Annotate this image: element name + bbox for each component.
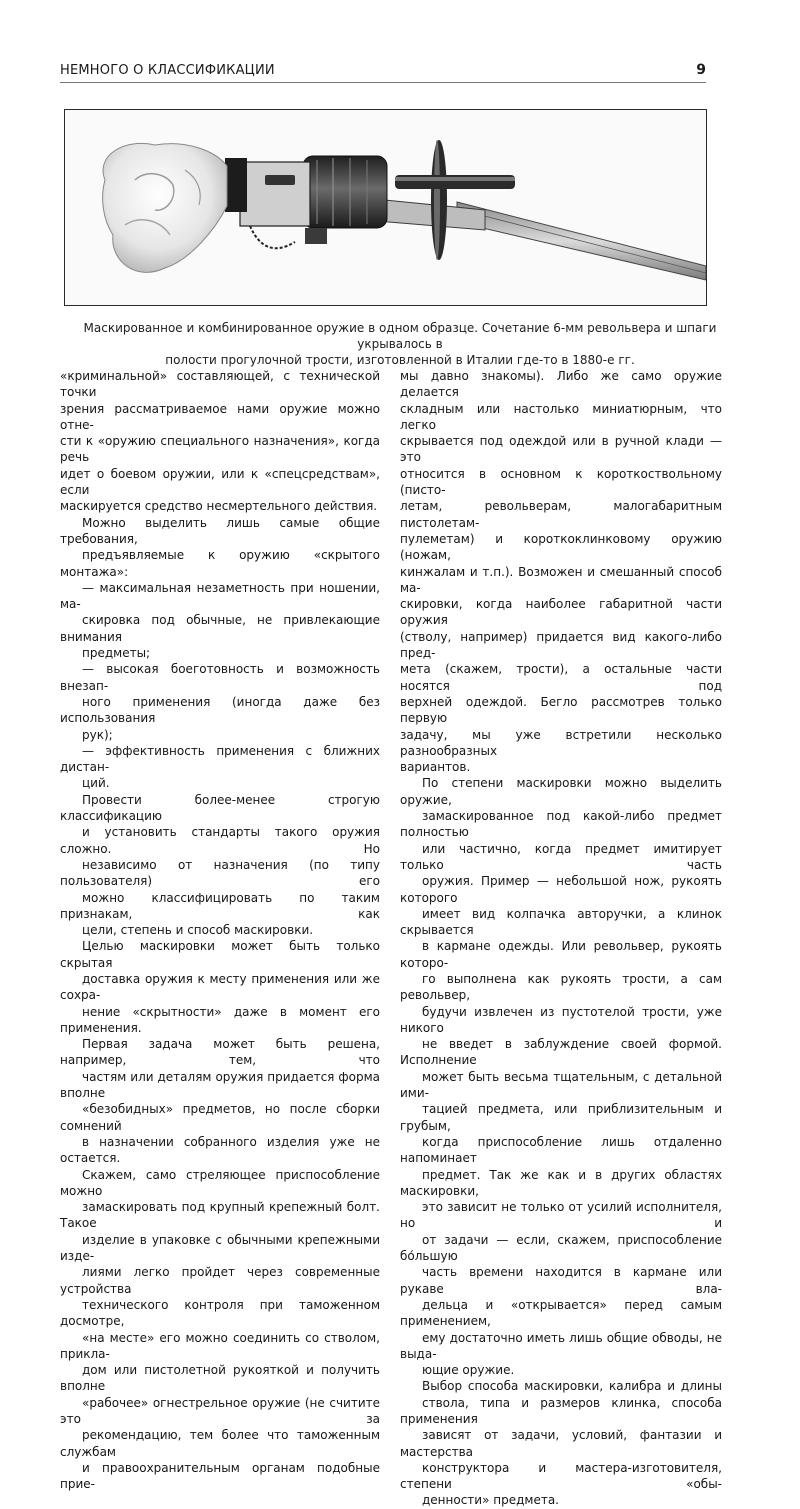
figure-caption xyxy=(60,320,740,368)
text-line: от задачи — если, скажем, приспособление бо́льшую xyxy=(400,1232,722,1264)
chapter-title: НЕМНОГО О КЛАССИФИКАЦИИ xyxy=(60,63,275,78)
paragraph xyxy=(400,1378,722,1508)
text-line: это зависит не только от усилий исполнителя, но и xyxy=(400,1200,722,1231)
text-line: предъявляемые к оружию «скрытого монтажа»: xyxy=(60,548,380,579)
text-line: в назначении собранного изделия уже не остается. xyxy=(60,1134,380,1166)
text-line: «безобидных» предметов, но после сборки сомнений xyxy=(60,1102,380,1133)
text-line: лиями легко пройдет через современные устройства xyxy=(60,1265,380,1296)
text-line: в кармане одежды. Или револьвер, рукоять которо- xyxy=(400,939,722,970)
text-line: может быть весьма тщательным, с детальной ими- xyxy=(400,1069,722,1101)
text-line: оружия. Пример — небольшой нож, рукоять которого xyxy=(400,874,722,905)
ivory-handle xyxy=(103,143,227,272)
text-line: ему достаточно иметь лишь общие обводы, не выда- xyxy=(400,1330,722,1361)
cane-revolver-illustration xyxy=(65,110,706,305)
text-line: ций. xyxy=(82,776,110,791)
text-line: рук); xyxy=(82,727,113,742)
text-line: нение «скрытности» даже в момент его применения. xyxy=(60,1004,380,1035)
text-line: мета (скажем, трости), а остальные части носятся под xyxy=(400,662,722,693)
text-line: «криминальной» составляющей, с технической точки xyxy=(60,369,380,400)
text-line: предметы; xyxy=(82,646,151,661)
text-line: (стволу, например) придается вид какого-либо пред- xyxy=(400,629,722,661)
text-line: «на месте» его можно соединить со стволом, прикла- xyxy=(60,1330,380,1361)
text-line: или частично, когда предмет имитирует только часть xyxy=(400,841,722,872)
text-line: цели, степень и способ маскировки. xyxy=(82,923,314,938)
header-divider xyxy=(60,82,706,83)
text-line: не введет в заблуждение своей формой. Исполнение xyxy=(400,1037,722,1068)
paragraph xyxy=(60,938,380,1492)
paragraph xyxy=(60,515,380,580)
text-line: Скажем, само стреляющее приспособление можно xyxy=(60,1167,380,1198)
text-line: часть времени находится в кармане или рукаве вла- xyxy=(400,1265,722,1296)
text-line: конструктора и мастера-изготовителя, степени «обы- xyxy=(400,1460,722,1492)
text-column-left xyxy=(60,368,380,1492)
sword-blade xyxy=(457,202,706,280)
text-line: вариантов. xyxy=(400,760,471,775)
text-line: задачу, мы уже встретили несколько разнообразных xyxy=(400,727,722,758)
text-line: «рабочее» огнестрельное оружие (не считите это за xyxy=(60,1395,380,1426)
text-line: зрения рассматриваемое нами оружие можно отне- xyxy=(60,401,380,432)
text-line: Первая задача может быть решена, например, тем, что xyxy=(60,1037,380,1068)
text-line: технического контроля при таможенном досмотре, xyxy=(60,1297,380,1329)
text-line: Выбор способа маскировки, калибра и длины xyxy=(422,1379,722,1394)
text-line: частям или деталям оружия придается форма вполне xyxy=(60,1069,380,1101)
running-header xyxy=(60,60,706,82)
text-line: идет о боевом оружии, или к «спецсредствам», если xyxy=(60,466,380,498)
text-line: имеет вид колпачка авторучки, а клинок скрывается xyxy=(400,906,722,938)
paragraph xyxy=(60,743,380,792)
text-line: скировки, когда наиболее габаритной части оружия xyxy=(400,597,722,628)
text-line: скировка под обычные, не привлекающие внимания xyxy=(60,613,380,644)
text-line: и установить стандарты такого оружия сложно. Но xyxy=(60,825,380,856)
text-line: денности» предмета. xyxy=(422,1493,559,1508)
text-line: скрывается под одеждой или в ручной клади — это xyxy=(400,434,722,465)
text-line: будучи извлечен из пустотелой трости, уже никого xyxy=(400,1004,722,1035)
text-line: Провести более-менее строгую классификацию xyxy=(60,792,380,824)
revolver-cylinder xyxy=(303,156,387,228)
text-line: доставка оружия к месту применения или же сохра- xyxy=(60,971,380,1003)
text-line: дом или пистолетной рукояткой и получить вполне xyxy=(60,1363,380,1394)
text-line: изделие в упаковке с обычными крепежными изде- xyxy=(60,1232,380,1264)
text-line: мы давно знакомы). Либо же само оружие делается xyxy=(400,369,722,400)
text-line: По степени маскировки можно выделить оружие, xyxy=(400,776,722,807)
text-line: независимо от назначения (по типу пользователя) его xyxy=(60,857,380,889)
paragraph xyxy=(60,661,380,742)
text-line: дельца и «открывается» перед самым применением, xyxy=(400,1297,722,1329)
text-line: ющие оружие. xyxy=(422,1363,515,1378)
text-line: предмет. Так же как и в других областях маскировки, xyxy=(400,1167,722,1198)
page-number: 9 xyxy=(696,62,706,78)
paragraph xyxy=(60,792,380,939)
caption-line: полости прогулочной трости, изготовленной в Италии где-то в 1880-е гг. xyxy=(165,353,635,367)
text-line: летам, револьверам, малогабаритным пистолетам- xyxy=(400,499,722,530)
crossguard xyxy=(431,140,447,260)
text-line: замаскировать под крупный крепежный болт. Такое xyxy=(60,1200,380,1231)
text-line: верхней одеждой. Бегло рассмотрев только первую xyxy=(400,694,722,726)
text-line: Целью маскировки может быть только скрытая xyxy=(60,939,380,970)
text-line: пулеметам) и короткоклинковому оружию (ножам, xyxy=(400,531,722,563)
text-line: — эффективность применения с ближних дистан- xyxy=(60,743,380,775)
text-line: рекомендацию, тем более что таможенным службам xyxy=(60,1428,380,1459)
text-line: замаскированное под какой-либо предмет полностью xyxy=(400,809,722,840)
text-line: относится в основном к короткоствольному (писто- xyxy=(400,466,722,498)
text-line: ного применения (иногда даже без использования xyxy=(60,694,380,726)
paragraph xyxy=(60,580,380,661)
text-line: — высокая боеготовность и возможность внезап- xyxy=(60,662,380,693)
text-line: складным или настолько миниатюрным, что легко xyxy=(400,401,722,432)
paragraph xyxy=(400,368,722,775)
paragraph xyxy=(60,368,380,515)
caption-line: Маскированное и комбинированное оружие в одном образце. Сочетание 6-мм револьвера и шпаги укрывалось в xyxy=(83,321,717,351)
text-column-right xyxy=(400,368,722,1509)
text-line: кинжалам и т.п.). Возможен и смешанный способ ма- xyxy=(400,564,722,595)
text-line: Можно выделить лишь самые общие требования, xyxy=(60,515,380,546)
text-line: тацией предмета, или приблизительным и грубым, xyxy=(400,1102,722,1133)
paragraph xyxy=(400,775,722,1378)
figure-photo xyxy=(64,109,707,306)
text-line: сти к «оружию специального назначения», когда речь xyxy=(60,434,380,465)
text-line: ствола, типа и размеров клинка, способа применения xyxy=(400,1395,722,1426)
text-line: зависят от задачи, условий, фантазии и мастерства xyxy=(400,1428,722,1459)
text-line: когда приспособление лишь отдаленно напоминает xyxy=(400,1134,722,1166)
text-line: — максимальная незаметность при ношении, ма- xyxy=(60,580,380,612)
text-line: го выполнена как рукоять трости, а сам револьвер, xyxy=(400,971,722,1003)
text-line: и правоохранительным органам подобные прие- xyxy=(60,1460,380,1492)
text-line: можно классифицировать по таким признакам, как xyxy=(60,890,380,921)
text-line: маскируется средство несмертельного действия. xyxy=(60,499,378,514)
